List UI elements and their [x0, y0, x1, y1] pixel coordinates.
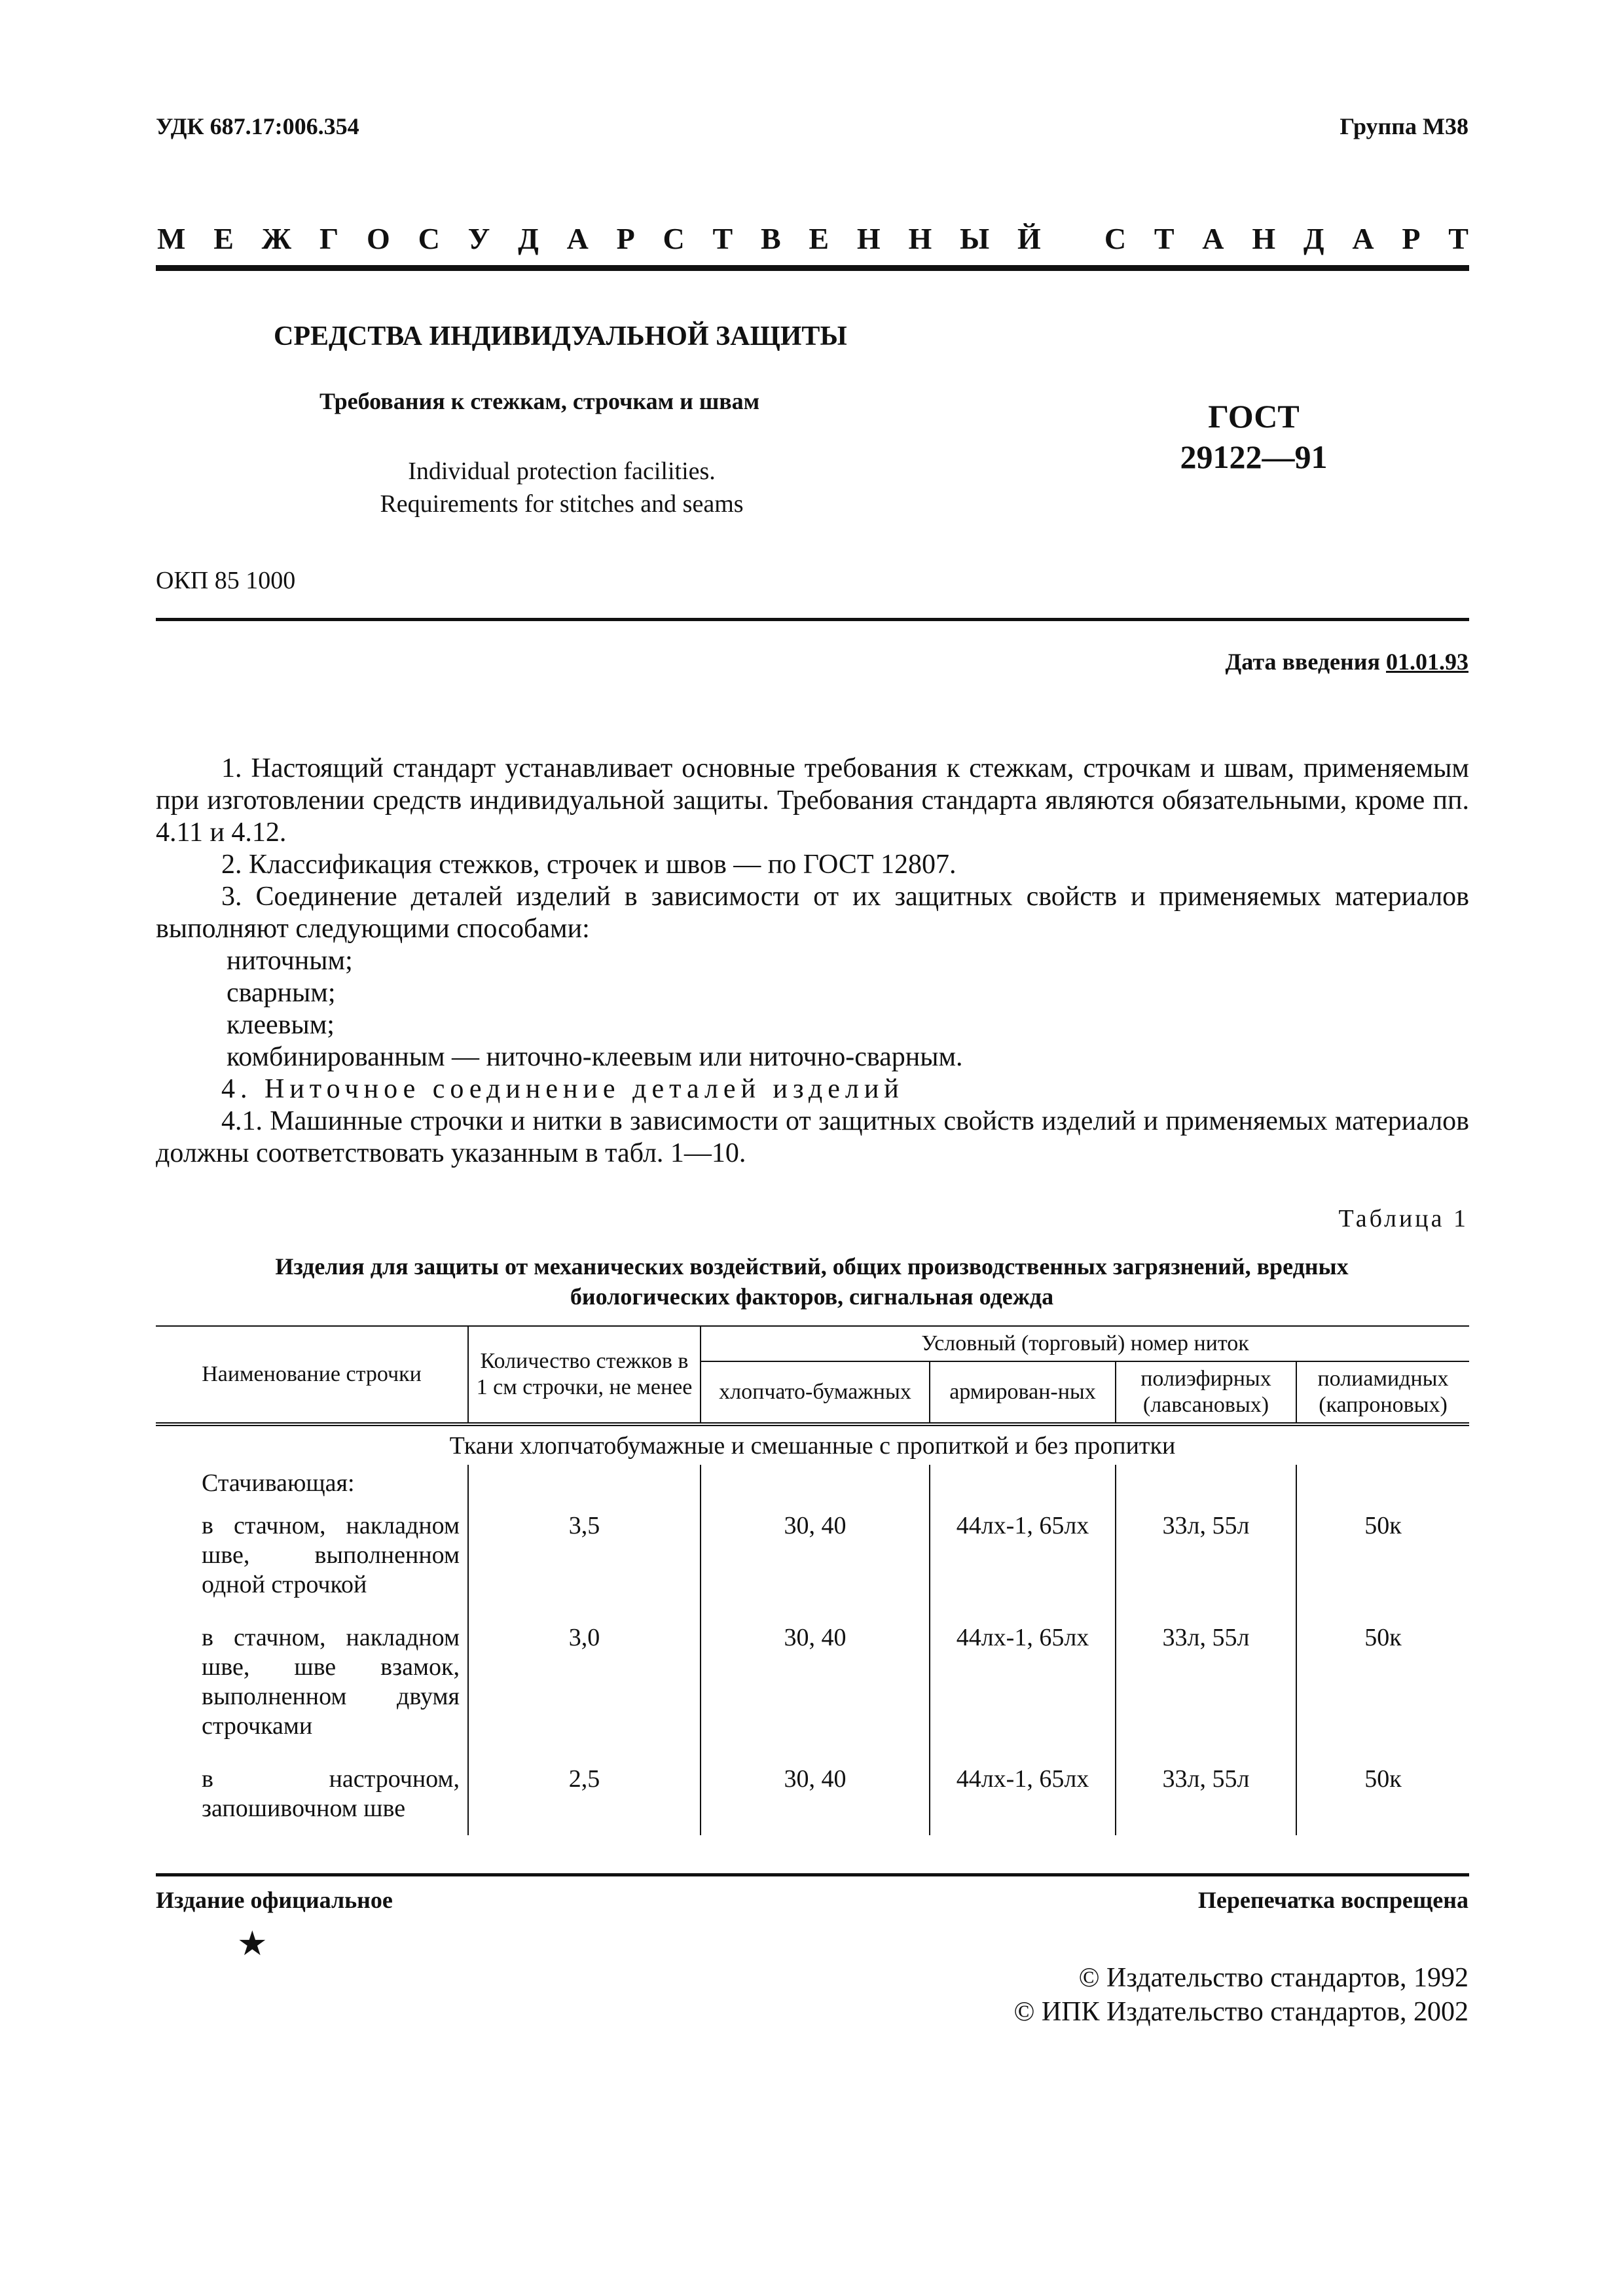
gost-label: ГОСТ — [1208, 398, 1300, 435]
cell-stitch-count: 3,0 — [468, 1619, 701, 1761]
paragraph-3: 3. Соединение деталей изделий в зависимости от их защитных свойств и применяемых материалов выполняют следующими способами: — [156, 882, 1469, 944]
star-icon: ★ — [237, 1926, 268, 1963]
method-item: ниточным; — [227, 946, 353, 976]
header-rule — [156, 618, 1469, 621]
cell-polyester: 33л, 55л — [1116, 1619, 1296, 1761]
banner-letter: Ы — [960, 222, 990, 255]
cell-polyamide: 50к — [1296, 1507, 1469, 1619]
table-row — [156, 1619, 1469, 1761]
method-item: комбинированным — ниточно-клеевым или ниточно-сварным. — [227, 1042, 963, 1072]
thread-table — [156, 1325, 1469, 1835]
reprint-notice: Перепечатка воспрещена — [1197, 1887, 1468, 1913]
cell-armored: 44лх-1, 65лх — [930, 1507, 1116, 1619]
col-header-armored: армирован-ных — [930, 1361, 1116, 1424]
copyright-block — [1013, 1961, 1468, 2029]
banner-letter: А — [1352, 222, 1374, 255]
cell-armored: 44лх-1, 65лх — [930, 1619, 1116, 1761]
banner-letter: Д — [518, 222, 539, 255]
cell-cotton: 30, 40 — [701, 1619, 930, 1761]
table-row — [156, 1761, 1469, 1835]
table-caption: Таблица 1 — [1338, 1205, 1468, 1232]
footer-rule — [156, 1873, 1469, 1876]
english-title-line1: Individual protection facilities. — [408, 457, 716, 485]
banner-letter: Н — [856, 222, 881, 255]
copyright-2002: © ИПК Издательство стандартов, 2002 — [1013, 1997, 1468, 2027]
banner-letter: Т — [1154, 222, 1175, 255]
udk-code: УДК 687.17:006.354 — [156, 113, 359, 139]
banner-letter: Н — [1252, 222, 1276, 255]
paragraph-4-1: 4.1. Машинные строчки и нитки в зависимости от защитных свойств изделий и применяемых материалов должны соответствовать указанным в табл. 1—10. — [156, 1106, 1469, 1168]
banner-letter: Р — [1402, 222, 1421, 255]
banner-letter: Н — [908, 222, 932, 255]
col-header-count: Количество стежков в 1 см строчки, не менее — [468, 1326, 701, 1424]
banner-letter: Ж — [261, 222, 292, 255]
banner-letter: Т — [712, 222, 733, 255]
english-title-line2: Requirements for stitches and seams — [380, 490, 744, 518]
banner-letter: М — [157, 222, 186, 255]
document-title: СРЕДСТВА ИНДИВИДУАЛЬНОЙ ЗАЩИТЫ — [274, 321, 847, 351]
banner-letter: Д — [1303, 222, 1324, 255]
banner-rule — [156, 265, 1469, 271]
banner-letter: Г — [319, 222, 339, 255]
cell-seam-name: в стачном, накладном шве, шве взамок, выполненном двумя строчками — [202, 1624, 460, 1740]
banner-letter: О — [367, 222, 390, 255]
table-name: Изделия для защиты от механических воздействий, общих производственных загрязнений, вредных биологических факторов, сигнальная одежда — [275, 1253, 1349, 1310]
cell-armored: 44лх-1, 65лх — [930, 1761, 1116, 1835]
paragraph-4-heading: 4. Ниточное соединение деталей изделий — [221, 1074, 904, 1104]
col-header-polyamide: полиамидных (капроновых) — [1296, 1361, 1469, 1424]
cell-polyester: 33л, 55л — [1116, 1761, 1296, 1835]
banner-letter: В — [760, 222, 781, 255]
banner-letter: Т — [1448, 222, 1468, 255]
intro-date-label: Дата введения — [1225, 649, 1380, 675]
banner-gap — [1069, 221, 1077, 256]
banner-letter: Е — [213, 222, 234, 255]
col-header-thread-group: Условный (торговый) номер ниток — [701, 1326, 1469, 1361]
banner-letter: Й — [1017, 222, 1041, 255]
banner-letter: А — [1202, 222, 1224, 255]
group-code: Группа М38 — [1340, 113, 1468, 139]
paragraph-1: 1. Настоящий стандарт устанавливает основные требования к стежкам, строчкам и швам, применяемым при изготовлении средств индивидуальной защиты. Требования стандарта являются обязательными, кроме пп. 4.11 и 4.12. — [156, 753, 1469, 848]
cell-cotton: 30, 40 — [701, 1761, 930, 1835]
cell-polyamide: 50к — [1296, 1761, 1469, 1835]
method-item: сварным; — [227, 978, 336, 1008]
document-subtitle: Требования к стежкам, строчкам и швам — [319, 388, 760, 414]
banner-letter: Е — [809, 222, 830, 255]
english-title — [365, 455, 758, 520]
banner-letter: С — [1104, 222, 1127, 255]
edition-label: Издание официальное — [156, 1887, 393, 1913]
banner-letter: А — [566, 222, 589, 255]
cell-seam-name: в стачном, накладном шве, выполненном одной строчкой — [202, 1512, 460, 1598]
table-row — [156, 1507, 1469, 1619]
col-header-name: Наименование строчки — [156, 1326, 468, 1424]
banner-letter: С — [418, 222, 440, 255]
standard-banner — [157, 221, 1468, 256]
cell-seam-name: в настрочном, запошивочном шве — [202, 1765, 460, 1822]
col-header-polyester: полиэфирных (лавсановых) — [1116, 1361, 1296, 1424]
okp-code: ОКП 85 1000 — [156, 567, 296, 594]
table-section-heading: Ткани хлопчатобумажные и смешанные с пропиткой и без пропитки — [449, 1432, 1176, 1460]
cell-stitch-count: 3,5 — [468, 1507, 701, 1619]
intro-date — [1226, 648, 1469, 675]
paragraph-2: 2. Классификация стежков, строчек и швов — по ГОСТ 12807. — [221, 850, 957, 880]
banner-letter: У — [467, 222, 490, 255]
cell-polyester: 33л, 55л — [1116, 1507, 1296, 1619]
gost-number — [1149, 396, 1359, 477]
banner-letter: С — [663, 222, 685, 255]
banner-letter: Р — [616, 222, 635, 255]
row-group-label: Стачивающая: — [202, 1469, 355, 1497]
col-header-cotton: хлопчато-бумажных — [701, 1361, 930, 1424]
body-text — [156, 753, 1469, 1170]
intro-date-value: 01.01.93 — [1386, 649, 1468, 675]
cell-cotton: 30, 40 — [701, 1507, 930, 1619]
cell-stitch-count: 2,5 — [468, 1761, 701, 1835]
gost-code: 29122—91 — [1180, 439, 1328, 475]
cell-polyamide: 50к — [1296, 1619, 1469, 1761]
copyright-1992: © Издательство стандартов, 1992 — [1078, 1963, 1468, 1993]
method-item: клеевым; — [227, 1010, 335, 1040]
